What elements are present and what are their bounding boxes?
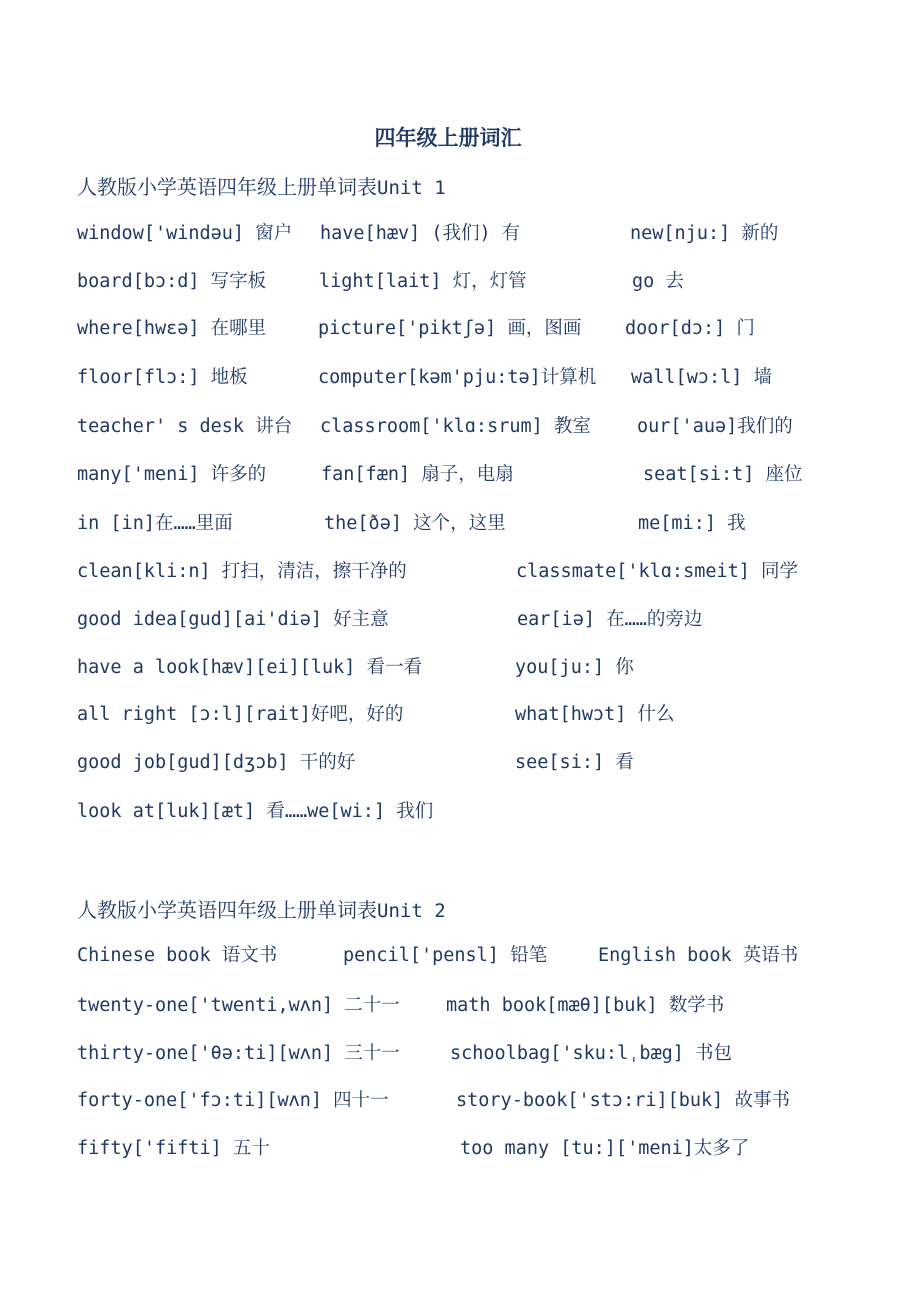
- word-entry: new[nju:] 新的: [630, 223, 779, 244]
- word-row: [77, 654, 867, 684]
- word-entry: many['meni] 许多的: [77, 464, 267, 485]
- word-entry: clean[kli:n] 打扫，清洁，擦干净的: [77, 561, 407, 582]
- unit-1-heading-text: 人教版小学英语四年级上册单词表: [77, 175, 377, 199]
- word-entry: have a look[hæv][ei][luk] 看一看: [77, 657, 423, 678]
- word-entry: board[bɔ:d] 写字板: [77, 271, 267, 292]
- word-entry: picture['piktʃə] 画，图画: [318, 318, 582, 339]
- word-entry: pencil['pensl] 铅笔: [343, 945, 548, 966]
- word-entry: light[lait] 灯，灯管: [319, 271, 527, 292]
- word-entry: in [in]在……里面: [77, 513, 233, 534]
- word-row: [77, 364, 867, 394]
- word-entry: twenty-one['twenti,wʌn] 二十一: [77, 995, 400, 1016]
- word-entry: English book 英语书: [598, 945, 799, 966]
- word-entry: have[hæv] (我们) 有: [320, 223, 521, 244]
- word-entry: story-book['stɔ:ri][buk] 故事书: [456, 1090, 790, 1111]
- word-entry: what[hwɔt] 什么: [515, 704, 675, 725]
- word-entry: go 去: [632, 271, 684, 292]
- word-entry: classroom['klɑ:srum] 教室: [320, 416, 591, 437]
- word-entry: where[hwεə] 在哪里: [77, 318, 267, 339]
- word-entry: see[si:] 看: [515, 752, 634, 773]
- page-title: 四年级上册词汇: [374, 126, 522, 150]
- unit-1-label: Unit 1: [377, 177, 446, 199]
- word-row: [77, 606, 867, 636]
- word-entry: me[mi:] 我: [638, 513, 746, 534]
- word-entry: fifty['fifti] 五十: [77, 1138, 270, 1159]
- word-row: [77, 268, 867, 298]
- word-row: [77, 413, 867, 443]
- word-row: [77, 1135, 867, 1165]
- unit-1-heading: [77, 171, 446, 200]
- word-entry: the[ðə] 这个，这里: [324, 513, 506, 534]
- word-entry: seat[si:t] 座位: [643, 464, 803, 485]
- word-entry: computer[kəm'pju:tə]计算机: [318, 367, 597, 388]
- word-entry: all right [ɔ:l][rait]好吧，好的: [77, 704, 404, 725]
- word-entry: thirty-one['θə:ti][wʌn] 三十一: [77, 1043, 400, 1064]
- word-row: [77, 510, 867, 540]
- word-row: [77, 942, 867, 972]
- word-entry: our['auə]我们的: [637, 416, 793, 437]
- unit-2-label: Unit 2: [377, 900, 446, 922]
- word-entry: door[dɔ:] 门: [625, 318, 755, 339]
- word-entry: schoolbag['sku:lˌbæg] 书包: [450, 1043, 733, 1064]
- word-entry: ear[iə] 在……的旁边: [517, 609, 703, 630]
- word-row: [77, 701, 867, 731]
- word-row: [77, 1040, 867, 1070]
- word-entry: good idea[gud][ai'diə] 好主意: [77, 609, 389, 630]
- word-entry: forty-one['fɔ:ti][wʌn] 四十一: [77, 1090, 389, 1111]
- unit-2-heading: [77, 894, 446, 923]
- word-entry: wall[wɔ:l] 墙: [631, 367, 773, 388]
- word-entry: good job[gud][dʒɔb] 干的好: [77, 752, 356, 773]
- word-row: [77, 558, 867, 588]
- word-entry: classmate['klɑ:smeit] 同学: [516, 561, 799, 582]
- word-row: [77, 461, 867, 491]
- word-entry: window['windəu] 窗户: [77, 223, 293, 244]
- word-entry: Chinese book 语文书: [77, 945, 278, 966]
- word-row: [77, 798, 867, 828]
- word-row: [77, 315, 867, 345]
- word-entry: floor[flɔ:] 地板: [77, 367, 248, 388]
- word-entry: teacher' s desk 讲台: [77, 416, 293, 437]
- word-entry: too many [tu:]['meni]太多了: [460, 1138, 750, 1159]
- word-entry: you[ju:] 你: [515, 657, 634, 678]
- word-entry: look at[luk][æt] 看……we[wi:] 我们: [77, 801, 434, 822]
- word-entry: fan[fæn] 扇子，电扇: [321, 464, 514, 485]
- word-row: [77, 749, 867, 779]
- word-entry: math book[mæθ][buk] 数学书: [446, 995, 725, 1016]
- word-row: [77, 1087, 867, 1117]
- unit-2-heading-text: 人教版小学英语四年级上册单词表: [77, 898, 377, 922]
- word-row: [77, 220, 867, 250]
- word-row: [77, 992, 867, 1022]
